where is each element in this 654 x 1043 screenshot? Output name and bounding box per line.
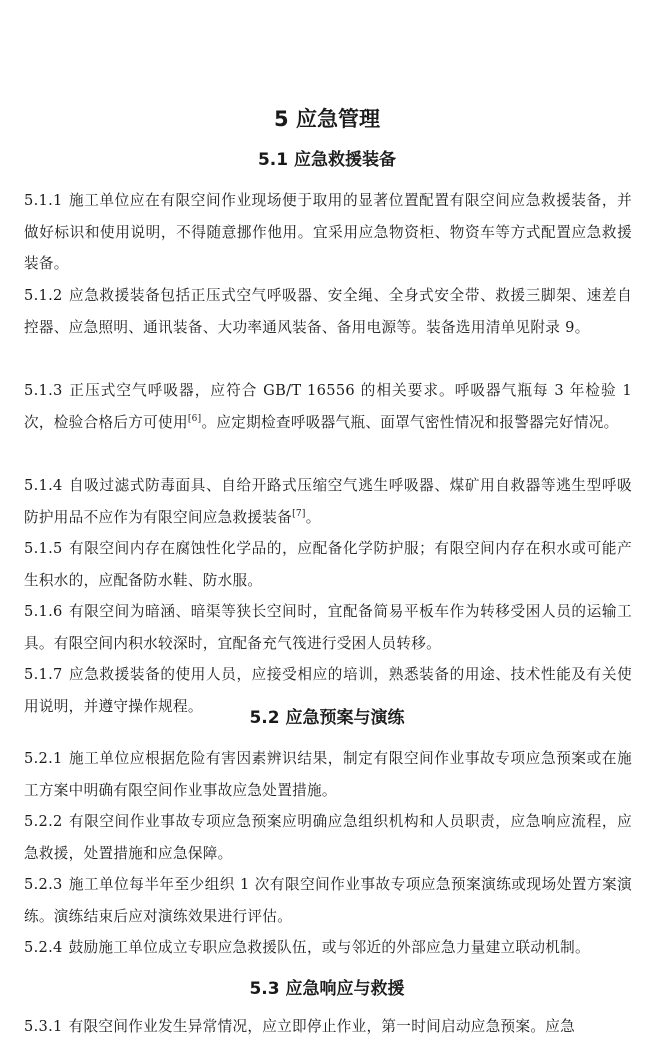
- clause-5-3-1: [24, 1011, 632, 1043]
- section-title: 5.3 应急响应与救援: [249, 979, 405, 999]
- clause-5-1-1: [24, 185, 632, 280]
- clause-5-1-6: [24, 596, 632, 659]
- clause-text: 应急救援装备的使用人员，应接受相应的培训，熟悉装备的用途、技术性能及有关使用说明，并遵守操作规程。: [24, 666, 632, 715]
- clause-number: 5.1.1: [24, 192, 63, 209]
- clause-5-1-2: [24, 280, 632, 343]
- clause-5-1-3: [24, 375, 632, 438]
- clause-text: 有限空间作业发生异常情况，应立即停止作业，第一时间启动应急预案。应急: [68, 1018, 576, 1035]
- clause-5-1-4: [24, 470, 632, 533]
- clause-number: 5.2.2: [24, 813, 63, 830]
- clause-text: 鼓励施工单位成立专职应急救援队伍，或与邻近的外部应急力量建立联动机制。: [68, 939, 590, 956]
- chapter-title: 5 应急管理: [274, 107, 380, 131]
- clause-number: 5.2.1: [24, 750, 63, 767]
- clause-text-continued: 。应定期检查呼吸器气瓶、面罩气密性情况和报警器完好情况。: [201, 413, 619, 431]
- clause-number: 5.1.3: [24, 382, 63, 399]
- clause-number: 5.1.2: [24, 287, 63, 304]
- reference-citation: [7]: [292, 508, 306, 519]
- clause-5-2-1: [24, 743, 632, 806]
- clause-text: 有限空间为暗涵、暗渠等狭长空间时，宜配备简易平板车作为转移受困人员的运输工具。有限空间内积水较深时，宜配备充气筏进行受困人员转移。: [24, 603, 632, 652]
- section-title: 5.1 应急救援装备: [257, 150, 397, 170]
- clause-number: 5.1.7: [24, 666, 63, 683]
- clause-text: 施工单位应根据危险有害因素辨识结果，制定有限空间作业事故专项应急预案或在施工方案中明确有限空间作业事故应急处置措施。: [24, 750, 632, 799]
- clause-text: 有限空间内存在腐蚀性化学品的，应配备化学防护服；有限空间内存在积水或可能产生积水的，应配备防水鞋、防水服。: [24, 540, 632, 589]
- clause-5-2-4: [24, 932, 632, 964]
- clause-number: 5.1.6: [24, 603, 63, 620]
- clause-text: 施工单位每半年至少组织 1 次有限空间作业事故专项应急预案演练或现场处置方案演练。演练结束后应对演练效果进行评估。: [24, 876, 632, 925]
- clause-number: 5.3.1: [24, 1018, 63, 1035]
- clause-number: 5.2.3: [24, 876, 63, 893]
- clause-5-2-2: [24, 806, 632, 869]
- clause-text: 应急救援装备包括正压式空气呼吸器、安全绳、全身式安全带、救援三脚架、速差自控器、应急照明、通讯装备、大功率通风装备、备用电源等。装备选用清单见附录 9。: [24, 287, 632, 336]
- clause-number: 5.1.4: [24, 477, 63, 494]
- clause-text: 自吸过滤式防毒面具、自给开路式压缩空气逃生呼吸器、煤矿用自救器等逃生型呼吸防护用品不应作为有限空间应急救援装备: [24, 477, 632, 526]
- clause-text: 施工单位应在有限空间作业现场便于取用的显著位置配置有限空间应急救援装备，并做好标识和使用说明，不得随意挪作他用。宜采用应急物资柜、物资车等方式配置应急救援装备。: [24, 192, 632, 273]
- section-title: 5.2 应急预案与演练: [249, 708, 405, 728]
- clause-number: 5.1.5: [24, 540, 63, 557]
- clause-5-2-3: [24, 869, 632, 932]
- clause-text-continued: 。: [305, 508, 321, 526]
- clause-number: 5.2.4: [24, 939, 63, 956]
- clause-text: 正压式空气呼吸器，应符合 GB/T 16556 的相关要求。呼吸器气瓶每 3 年检验 1 次，检验合格后方可使用: [24, 382, 632, 431]
- clause-text: 有限空间作业事故专项应急预案应明确应急组织机构和人员职责，应急响应流程，应急救援，处置措施和应急保障。: [24, 813, 632, 862]
- clause-5-1-5: [24, 533, 632, 596]
- reference-citation: [6]: [187, 413, 202, 424]
